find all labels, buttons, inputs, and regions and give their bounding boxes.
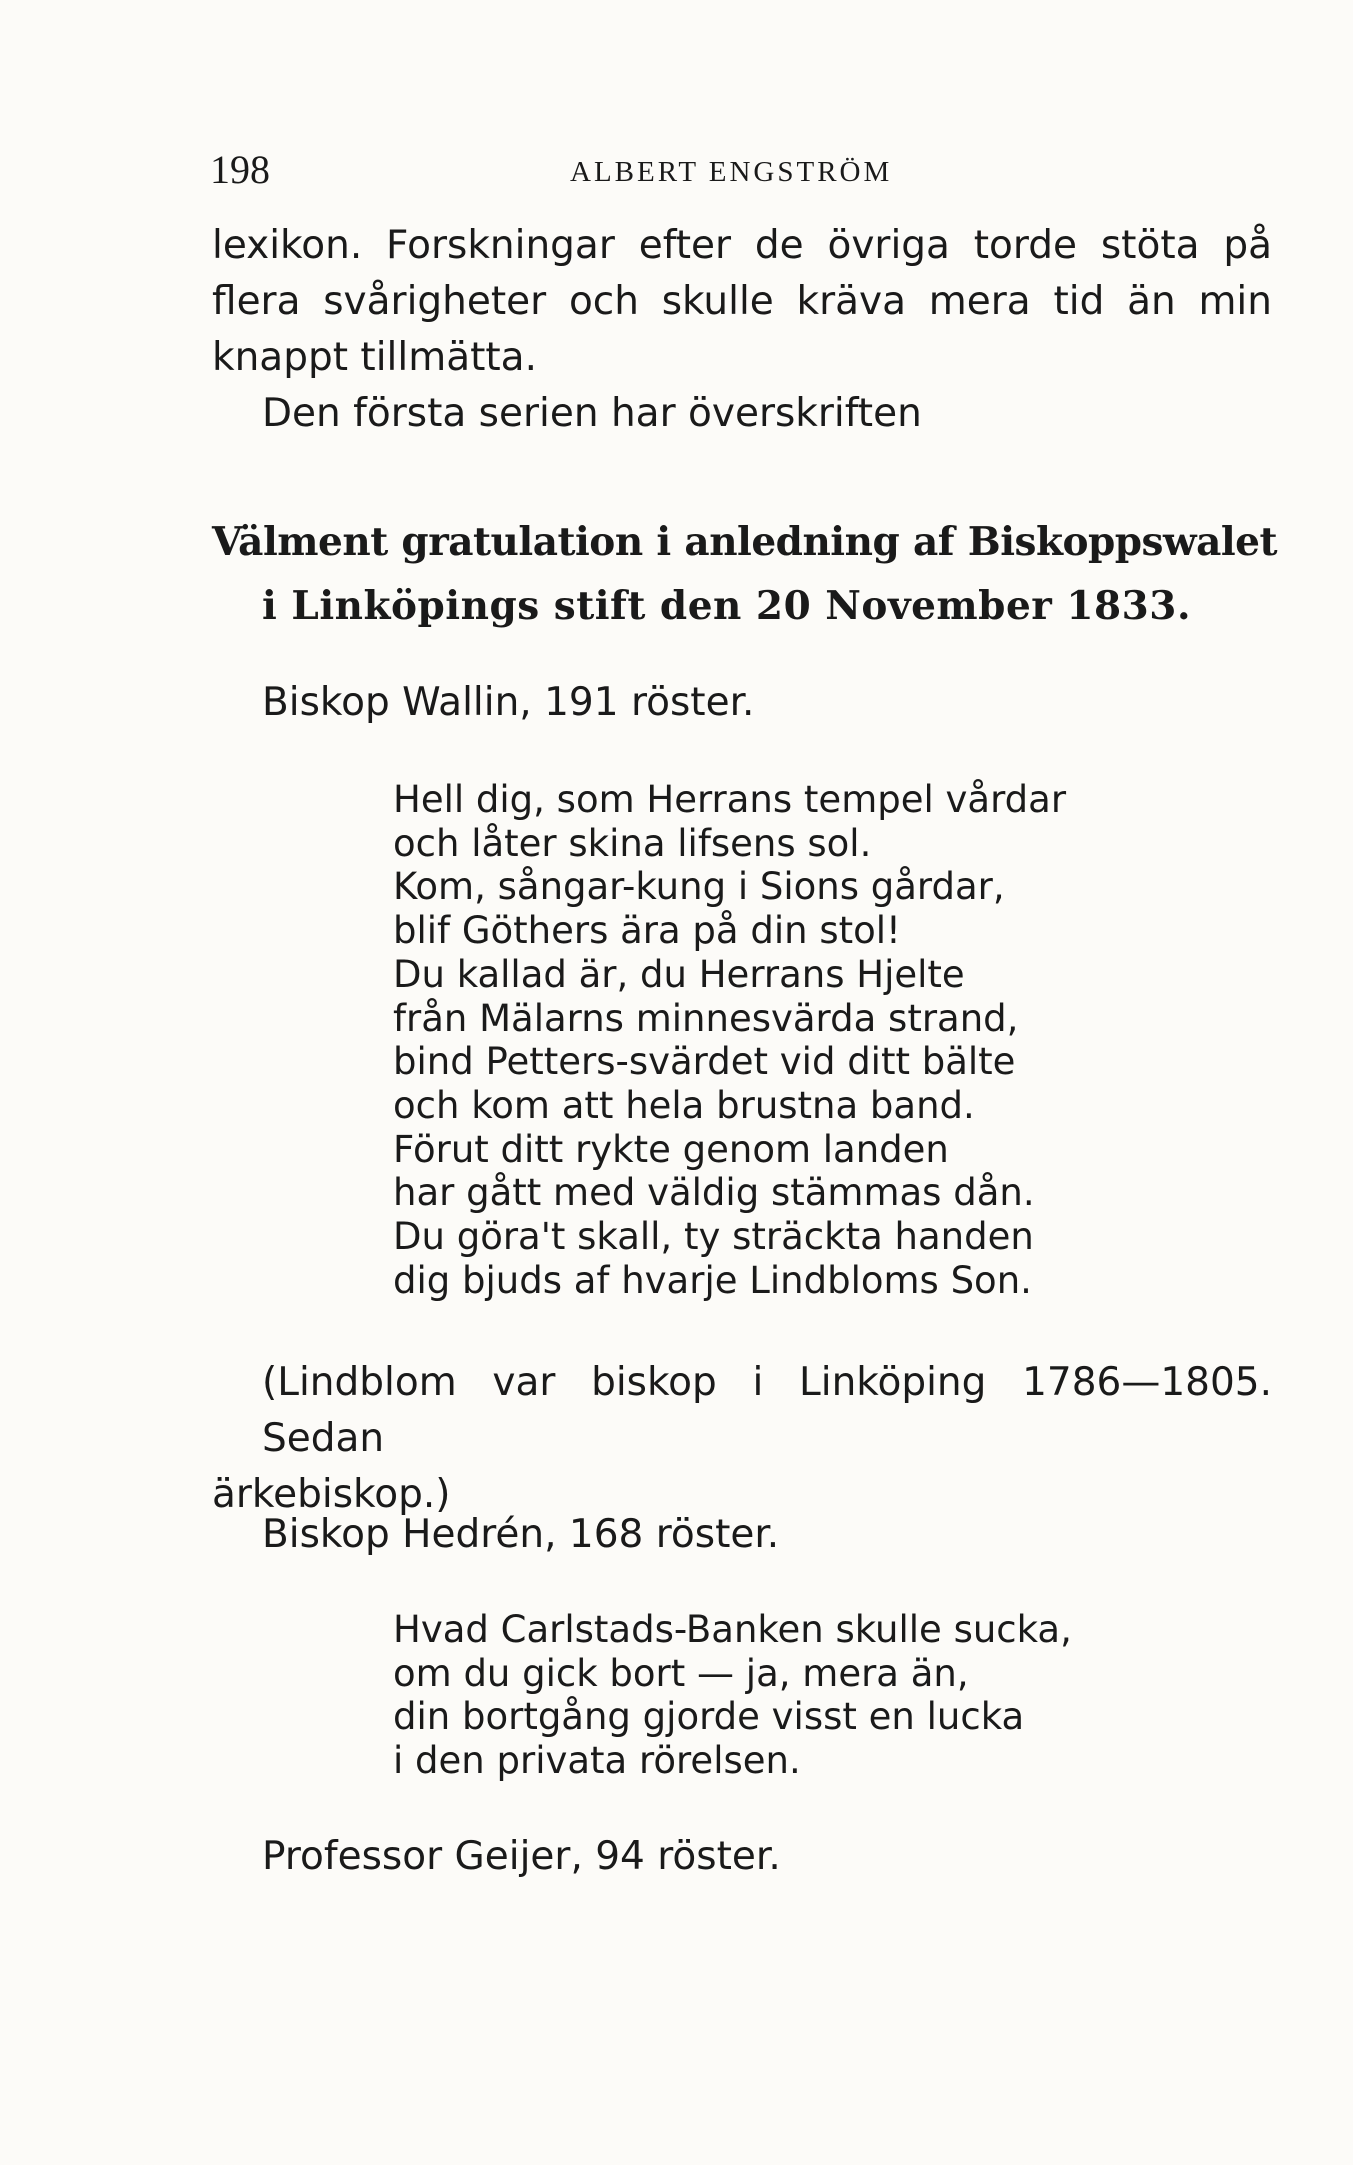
poem-line: och låter skina lifsens sol.: [393, 821, 872, 865]
poem-line: från Mälarns minnesvärda strand,: [393, 996, 1019, 1040]
poem-series-title: [212, 510, 1277, 638]
section-heading-hedren: Biskop Hedrén, 168 röster.: [262, 1512, 780, 1557]
note-paragraph: [212, 1355, 1272, 1523]
text-line: flera svårigheter och skulle kräva mera tid än min: [212, 279, 1272, 324]
poem-line: om du gick bort — ja, mera än,: [393, 1651, 969, 1695]
title-line: Välment gratulation i anledning af Biskoppswalet: [212, 519, 1277, 565]
poem-line: Du kallad är, du Herrans Hjelte: [393, 952, 965, 996]
poem-line: Förut ditt rykte genom landen: [393, 1127, 949, 1171]
text-line: ärkebiskop.): [212, 1472, 451, 1517]
poem-line: Du göra't skall, ty sträckta handen: [393, 1215, 1034, 1259]
poem-line: blif Göthers ära på din stol!: [393, 909, 901, 953]
poem-line: bind Petters-svärdet vid ditt bälte: [393, 1040, 1016, 1084]
poem-line: har gått med väldig stämmas dån.: [393, 1171, 1035, 1215]
poem-wallin: [393, 778, 1066, 1302]
text-line: lexikon. Forskningar efter de övriga torde stöta på: [212, 223, 1272, 268]
text-line: knappt tillmätta.: [212, 335, 537, 380]
text-line: Den första serien har överskriften: [262, 391, 922, 436]
poem-line: Hvad Carlstads-Banken skulle sucka,: [393, 1608, 1072, 1651]
section-heading-wallin: Biskop Wallin, 191 röster.: [262, 680, 755, 725]
poem-line: och kom att hela brustna band.: [393, 1083, 975, 1127]
poem-line: i den privata rörelsen.: [393, 1739, 801, 1783]
text-line: (Lindblom var biskop i Linköping 1786—1805. Sedan: [262, 1360, 1272, 1461]
intro-paragraph: [212, 218, 1272, 442]
poem-line: dig bjuds af hvarje Lindbloms Son.: [393, 1258, 1032, 1302]
poem-line: Hell dig, som Herrans tempel vårdar: [393, 778, 1067, 821]
running-head: [210, 140, 1270, 200]
running-title: ALBERT ENGSTRÖM: [570, 156, 893, 188]
title-line: i Linköpings stift den 20 November 1833.: [262, 583, 1192, 629]
poem-line: din bortgång gjorde visst en lucka: [393, 1695, 1025, 1739]
poem-hedren: [393, 1608, 1072, 1783]
page-number: 198: [210, 147, 270, 192]
section-heading-geijer: Professor Geijer, 94 röster.: [262, 1834, 781, 1879]
poem-line: Kom, sångar-kung i Sions gårdar,: [393, 865, 1005, 909]
